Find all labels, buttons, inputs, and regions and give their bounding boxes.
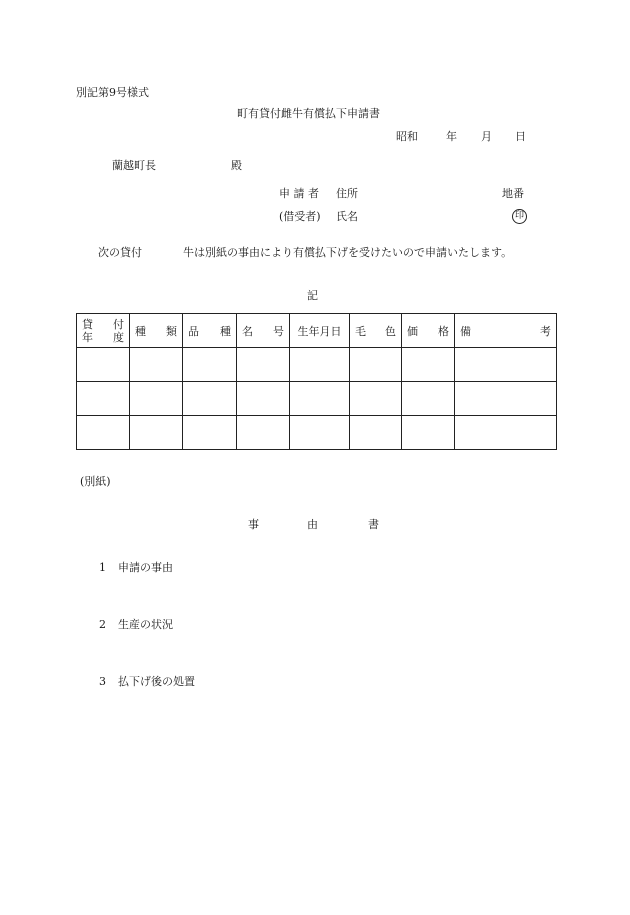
applicant-name-label: 氏名	[336, 210, 358, 223]
table-row	[77, 382, 557, 416]
table-header-row	[77, 314, 557, 348]
table-cell[interactable]	[350, 416, 402, 450]
header-kind: 種 類	[130, 314, 183, 348]
table-cell[interactable]	[290, 416, 350, 450]
ki-heading: 記	[307, 289, 318, 302]
item-label: 払下げ後の処置	[118, 675, 195, 688]
header-birth: 生年月日	[290, 314, 350, 348]
header-remarks: 備 考	[455, 314, 557, 348]
date-day: 日	[515, 130, 526, 143]
table-cell[interactable]	[290, 382, 350, 416]
table-cell[interactable]	[77, 382, 130, 416]
table-cell[interactable]	[455, 382, 557, 416]
body-suffix: 牛は別紙の事由により有償払下げを受けたいので申請いたします。	[183, 246, 513, 259]
date-year: 年	[446, 130, 457, 143]
header-breed: 品 種	[183, 314, 237, 348]
table-cell[interactable]	[290, 348, 350, 382]
reason-title-char-2: 由	[307, 518, 318, 531]
form-number: 別記第9号様式	[76, 86, 149, 99]
table-cell[interactable]	[237, 416, 290, 450]
table-cell[interactable]	[77, 348, 130, 382]
date-month: 月	[481, 130, 492, 143]
attachment-label: (別紙)	[80, 475, 111, 488]
applicant-lot-label: 地番	[502, 187, 524, 200]
date-era: 昭和	[396, 130, 418, 143]
table-cell[interactable]	[183, 382, 237, 416]
header-coat: 毛 色	[350, 314, 402, 348]
applicant-borrower-label: (借受者)	[279, 210, 321, 223]
table-row	[77, 348, 557, 382]
table-cell[interactable]	[402, 382, 455, 416]
item-label: 申請の事由	[118, 561, 173, 574]
table-cell[interactable]	[183, 416, 237, 450]
addressee-name: 蘭越町長	[112, 159, 156, 172]
item-number: 3	[99, 675, 106, 688]
header-lend-top: 貸 付	[82, 317, 124, 331]
table-cell[interactable]	[402, 348, 455, 382]
table-cell[interactable]	[455, 348, 557, 382]
header-name-no: 名 号	[237, 314, 290, 348]
item-label: 生産の状況	[118, 618, 173, 631]
seal-mark: 印	[512, 209, 527, 224]
table-cell[interactable]	[237, 382, 290, 416]
table-cell[interactable]	[183, 348, 237, 382]
table-cell[interactable]	[130, 348, 183, 382]
table-cell[interactable]	[130, 382, 183, 416]
addressee-honorific: 殿	[231, 159, 242, 172]
header-lend-year	[77, 314, 130, 348]
reason-title-char-3: 書	[368, 518, 379, 531]
body-prefix: 次の貸付	[98, 246, 142, 259]
header-lend-bottom: 年 度	[82, 330, 124, 344]
table-cell[interactable]	[455, 416, 557, 450]
applicant-role-label: 申 請 者	[279, 187, 319, 200]
table-cell[interactable]	[402, 416, 455, 450]
table-cell[interactable]	[237, 348, 290, 382]
table-cell[interactable]	[77, 416, 130, 450]
item-number: 1	[99, 561, 106, 574]
table-cell[interactable]	[350, 348, 402, 382]
applicant-address-label: 住所	[336, 187, 358, 200]
table-cell[interactable]	[350, 382, 402, 416]
header-price: 価 格	[402, 314, 455, 348]
livestock-table	[76, 313, 557, 450]
reason-title-char-1: 事	[248, 518, 259, 531]
table-row	[77, 416, 557, 450]
document-title: 町有貸付雌牛有償払下申請書	[237, 107, 380, 120]
item-number: 2	[99, 618, 106, 631]
table-cell[interactable]	[130, 416, 183, 450]
